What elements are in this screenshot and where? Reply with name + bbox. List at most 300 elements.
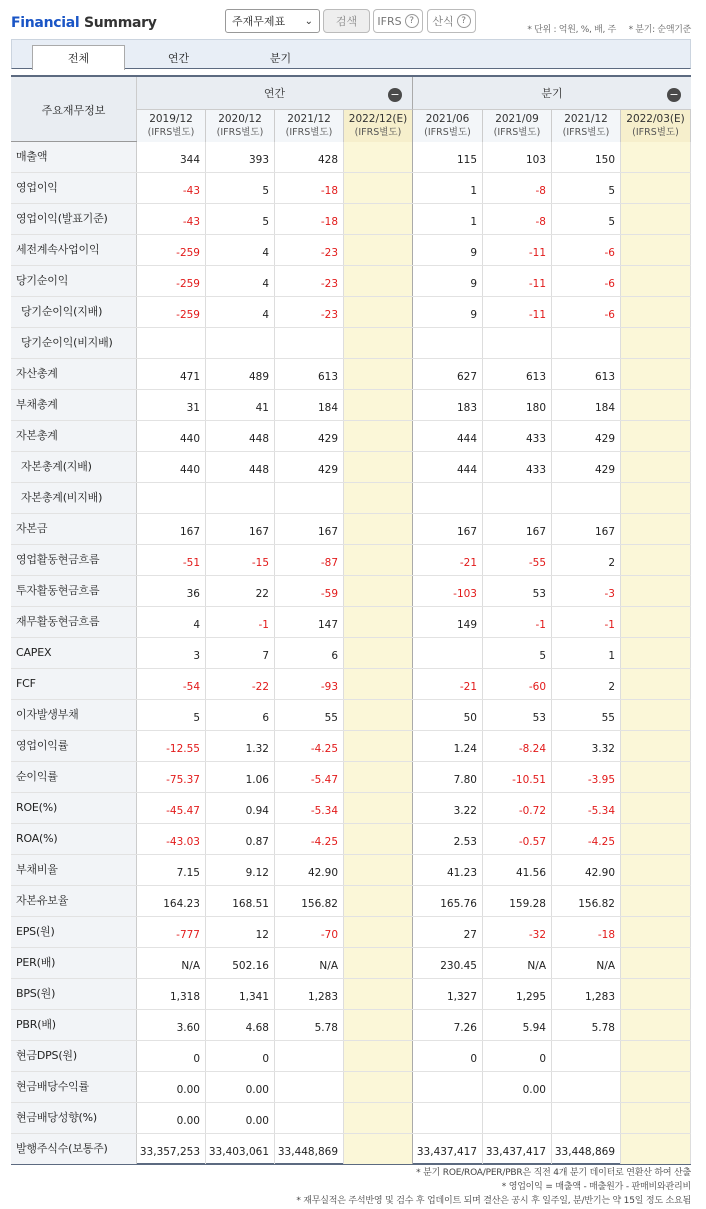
tab-quarterly[interactable]: 분기 [269,52,292,65]
table-cell: 429 [275,452,344,482]
table-cell [344,421,413,451]
table-cell: 7 [206,638,275,668]
tab-annual[interactable]: 연간 [167,52,190,65]
table-cell [621,483,691,513]
table-cell: 0.00 [137,1072,206,1102]
group-quarter-label: 분기 [541,87,563,100]
table-row [11,390,691,421]
table-cell: -4.25 [275,824,344,854]
period-basis: (IFRS별도) [424,127,471,138]
table-cell [413,1072,483,1102]
row-label: BPS(원) [11,979,137,1009]
table-cell: 0.00 [483,1072,552,1102]
period-date: 2021/12 [287,113,331,125]
table-cell: 3.60 [137,1010,206,1040]
table-cell: 489 [206,359,275,389]
table-cell [344,1041,413,1071]
table-cell: 33,448,869 [275,1134,344,1164]
table-cell [621,328,691,358]
period-date: 2020/12 [218,113,262,125]
table-cell: -23 [275,235,344,265]
table-cell [621,204,691,234]
table-cell: 55 [275,700,344,730]
period-date: 2022/12(E) [348,113,408,125]
row-label: 발행주식수(보통주) [11,1134,137,1164]
table-cell: -15 [206,545,275,575]
row-label: 부채총계 [11,390,137,420]
row-label: 순이익률 [11,762,137,792]
table-cell: 5 [206,173,275,203]
table-cell: 167 [137,514,206,544]
table-cell [621,886,691,916]
table-row [11,204,691,235]
table-cell: 5.78 [552,1010,621,1040]
period-date: 2019/12 [149,113,193,125]
row-label: 당기순이익(지배) [11,297,137,327]
table-cell [275,483,344,513]
table-cell [483,1103,552,1133]
table-cell: -12.55 [137,731,206,761]
table-cell [344,142,413,172]
table-cell: 0.94 [206,793,275,823]
table-cell [344,607,413,637]
table-cell: -5.34 [275,793,344,823]
table-row [11,173,691,204]
table-cell [344,390,413,420]
table-cell: -6 [552,266,621,296]
table-cell [344,297,413,327]
table-cell: 1,318 [137,979,206,1009]
table-cell: 6 [206,700,275,730]
table-cell: 9 [413,235,483,265]
row-label: 영업이익 [11,173,137,203]
table-cell: 41.56 [483,855,552,885]
table-cell: 0 [206,1041,275,1071]
table-cell: 4 [137,607,206,637]
table-cell [621,1134,691,1164]
table-row [11,793,691,824]
table-cell [275,1072,344,1102]
table-cell: -3.95 [552,762,621,792]
row-label: 재무활동현금흐름 [11,607,137,637]
table-cell [344,979,413,1009]
table-cell [621,1041,691,1071]
table-cell: -10.51 [483,762,552,792]
table-cell [344,173,413,203]
table-cell [275,1041,344,1071]
table-cell: 167 [413,514,483,544]
table-cell: -259 [137,297,206,327]
table-cell [206,328,275,358]
table-cell [621,979,691,1009]
table-cell: -8 [483,204,552,234]
quarter-note: * 분기: 순액기준 [628,25,691,35]
table-cell: 344 [137,142,206,172]
table-row [11,762,691,793]
table-cell: 1.06 [206,762,275,792]
period-date: 2021/12 [564,113,608,125]
table-row [11,638,691,669]
table-cell [621,235,691,265]
table-cell: 448 [206,452,275,482]
period-basis: (IFRS별도) [632,127,679,138]
table-cell: 0.00 [137,1103,206,1133]
table-cell [621,762,691,792]
period-date: 2021/06 [425,113,470,125]
group-annual-label: 연간 [263,87,286,100]
table-cell [621,948,691,978]
table-cell: 165.76 [413,886,483,916]
search-button-label: 검색 [335,15,358,28]
row-label: PER(배) [11,948,137,978]
table-cell: 230.45 [413,948,483,978]
tab-all[interactable]: 전체 [32,45,125,70]
help-icon: ? [405,14,419,28]
section-title [11,15,157,31]
row-label: ROE(%) [11,793,137,823]
table-cell: 429 [275,421,344,451]
table-cell: 42.90 [552,855,621,885]
period-header [483,110,552,142]
table-cell: 5 [552,173,621,203]
period-date: 2022/03(E) [626,113,685,125]
table-cell: -43 [137,204,206,234]
table-cell: 1,283 [275,979,344,1009]
table-cell [621,514,691,544]
table-cell [344,235,413,265]
table-cell [344,1134,413,1164]
table-cell: -11 [483,297,552,327]
table-cell: 147 [275,607,344,637]
period-header-row [11,110,691,142]
title-part-1: Financial [11,15,80,31]
help-icon: ? [457,14,471,28]
table-cell [344,917,413,947]
table-cell: -6 [552,297,621,327]
table-cell [621,266,691,296]
table-cell: 0 [483,1041,552,1071]
table-cell: 1.32 [206,731,275,761]
table-cell: -59 [275,576,344,606]
select-value: 주재무제표 [232,15,286,28]
table-cell [344,545,413,575]
table-cell [621,1072,691,1102]
table-cell: 2.53 [413,824,483,854]
table-cell: 159.28 [483,886,552,916]
table-cell: -4.25 [275,731,344,761]
search-button[interactable] [323,9,370,33]
table-cell: 433 [483,452,552,482]
table-cell: -32 [483,917,552,947]
table-cell: 103 [483,142,552,172]
table-cell: 149 [413,607,483,637]
statement-type-select[interactable] [225,9,320,33]
table-cell: -70 [275,917,344,947]
table-cell: 9 [413,266,483,296]
table-cell: N/A [275,948,344,978]
collapse-icon[interactable]: − [667,88,681,102]
table-cell: 41.23 [413,855,483,885]
table-cell: 429 [552,452,621,482]
table-cell: 0 [413,1041,483,1071]
table-cell: 1,341 [206,979,275,1009]
table-row [11,979,691,1010]
ifrs-help-button[interactable] [373,9,423,33]
table-cell: -1 [552,607,621,637]
table-cell [621,1010,691,1040]
period-basis: (IFRS별도) [147,127,195,138]
row-label: 매출액 [11,142,137,172]
group-header-annual [137,77,413,110]
table-cell: 1.24 [413,731,483,761]
table-cell [344,483,413,513]
table-cell [344,700,413,730]
period-header [344,110,413,142]
formula-help-button[interactable] [427,9,476,33]
table-cell: 7.15 [137,855,206,885]
row-label: 자본총계(비지배) [11,483,137,513]
table-cell: 627 [413,359,483,389]
table-row [11,545,691,576]
table-cell: 502.16 [206,948,275,978]
table-cell [344,1010,413,1040]
table-cell: -55 [483,545,552,575]
table-cell [344,669,413,699]
table-cell [275,328,344,358]
table-cell: 1,283 [552,979,621,1009]
table-cell [344,266,413,296]
table-cell: 4 [206,297,275,327]
table-cell: 50 [413,700,483,730]
table-row [11,886,691,917]
table-cell: 33,403,061 [206,1134,275,1164]
table-cell: -75.37 [137,762,206,792]
table-cell: 167 [483,514,552,544]
table-cell [621,576,691,606]
table-cell [413,483,483,513]
table-cell [344,638,413,668]
collapse-icon[interactable]: − [388,88,402,102]
table-cell: 448 [206,421,275,451]
table-row [11,266,691,297]
table-cell: -87 [275,545,344,575]
table-cell [621,173,691,203]
footnote: * 분기 ROE/ROA/PER/PBR은 직전 4개 분기 데이터로 연환산 하여 산출 [416,1168,691,1178]
period-header [413,110,483,142]
table-cell [552,1103,621,1133]
period-header [275,110,344,142]
table-cell: -18 [275,204,344,234]
row-label: FCF [11,669,137,699]
table-cell [413,638,483,668]
table-cell: 33,437,417 [413,1134,483,1164]
row-label: 현금배당성향(%) [11,1103,137,1133]
table-cell: 393 [206,142,275,172]
table-cell: 3.32 [552,731,621,761]
table-cell [621,855,691,885]
table-cell: 0.00 [206,1072,275,1102]
table-cell: 6 [275,638,344,668]
table-row [11,235,691,266]
table-cell: -18 [275,173,344,203]
table-cell: -3 [552,576,621,606]
tab-bar [11,39,691,69]
row-label: 자본금 [11,514,137,544]
table-cell: 428 [275,142,344,172]
table-cell: -1 [483,607,552,637]
table-cell: 167 [275,514,344,544]
row-label: 자본총계 [11,421,137,451]
table-cell: 167 [552,514,621,544]
table-cell [413,1103,483,1133]
table-cell [483,483,552,513]
table-cell [621,607,691,637]
financial-summary-table [11,75,691,1165]
period-date: 2021/09 [495,113,539,125]
table-cell [413,328,483,358]
table-cell [621,297,691,327]
table-cell: 167 [206,514,275,544]
table-cell: -43.03 [137,824,206,854]
table-cell [621,669,691,699]
table-cell: -8 [483,173,552,203]
table-cell: 0.87 [206,824,275,854]
table-cell: 53 [483,700,552,730]
table-row [11,1103,691,1134]
row-label: 당기순이익 [11,266,137,296]
table-cell [621,700,691,730]
table-cell: -93 [275,669,344,699]
table-cell [275,1103,344,1133]
table-cell: 156.82 [552,886,621,916]
table-cell: -8.24 [483,731,552,761]
table-cell [552,483,621,513]
table-cell: 53 [483,576,552,606]
period-header [621,110,691,142]
table-row [11,607,691,638]
table-cell: -103 [413,576,483,606]
row-label: 투자활동현금흐름 [11,576,137,606]
table-cell: 1,327 [413,979,483,1009]
table-cell [344,452,413,482]
table-cell: -22 [206,669,275,699]
table-cell: 1 [413,204,483,234]
table-cell: 4 [206,235,275,265]
ifrs-label: IFRS [377,14,402,28]
table-cell [621,142,691,172]
table-cell: 2 [552,669,621,699]
table-cell: 36 [137,576,206,606]
footnote: * 재무실적은 주석반영 및 검수 후 업데이트 되며 결산은 공시 후 일주일, 분/반기는 약 15일 정도 소요됨 [296,1196,691,1206]
period-header [206,110,275,142]
table-cell: 7.80 [413,762,483,792]
table-cell: 1 [413,173,483,203]
row-label: 자본유보율 [11,886,137,916]
table-cell: -5.34 [552,793,621,823]
table-row [11,700,691,731]
title-part-2: Summary [83,15,157,31]
table-cell: 613 [483,359,552,389]
row-label: 영업이익률 [11,731,137,761]
row-label: PBR(배) [11,1010,137,1040]
table-cell [621,638,691,668]
table-row [11,359,691,390]
chevron-down-icon: ⌄ [304,15,313,27]
table-cell: 7.26 [413,1010,483,1040]
table-row [11,1134,691,1165]
row-label: 영업이익(발표기준) [11,204,137,234]
table-cell: -4.25 [552,824,621,854]
table-cell: 33,448,869 [552,1134,621,1164]
row-label: 세전계속사업이익 [11,235,137,265]
table-cell: 613 [552,359,621,389]
table-cell: 433 [483,421,552,451]
row-label: CAPEX [11,638,137,668]
table-cell [344,359,413,389]
table-row [11,824,691,855]
table-cell: 429 [552,421,621,451]
table-cell: -21 [413,545,483,575]
table-cell: 0.00 [206,1103,275,1133]
table-cell: 180 [483,390,552,420]
table-row [11,328,691,359]
table-cell: 12 [206,917,275,947]
table-cell: 150 [552,142,621,172]
row-label: 현금배당수익률 [11,1072,137,1102]
table-row [11,514,691,545]
table-cell: 42.90 [275,855,344,885]
row-label: EPS(원) [11,917,137,947]
table-cell [552,1041,621,1071]
table-cell: -5.47 [275,762,344,792]
table-cell: 9 [413,297,483,327]
table-cell: -18 [552,917,621,947]
table-cell [344,793,413,823]
table-cell [344,886,413,916]
table-cell [344,514,413,544]
table-cell: 3 [137,638,206,668]
footnotes [296,1166,691,1208]
table-cell: 444 [413,452,483,482]
table-cell: 444 [413,421,483,451]
table-cell [621,731,691,761]
table-cell [621,824,691,854]
row-label: ROA(%) [11,824,137,854]
table-cell [621,359,691,389]
table-cell: -259 [137,266,206,296]
table-cell [344,1072,413,1102]
table-cell: 184 [552,390,621,420]
table-cell: 5 [552,204,621,234]
table-cell [621,1103,691,1133]
table-cell: -51 [137,545,206,575]
unit-note: * 단위 : 억원, %, 배, 주 [527,25,617,35]
table-cell: -259 [137,235,206,265]
table-cell [621,545,691,575]
period-basis: (IFRS별도) [216,127,264,138]
table-cell [344,948,413,978]
table-row [11,948,691,979]
row-label: 자산총계 [11,359,137,389]
table-row [11,1041,691,1072]
table-cell: 4.68 [206,1010,275,1040]
row-label: 부채비율 [11,855,137,885]
table-cell [344,204,413,234]
table-cell: -23 [275,266,344,296]
table-cell [206,483,275,513]
table-cell: 184 [275,390,344,420]
table-cell [137,328,206,358]
